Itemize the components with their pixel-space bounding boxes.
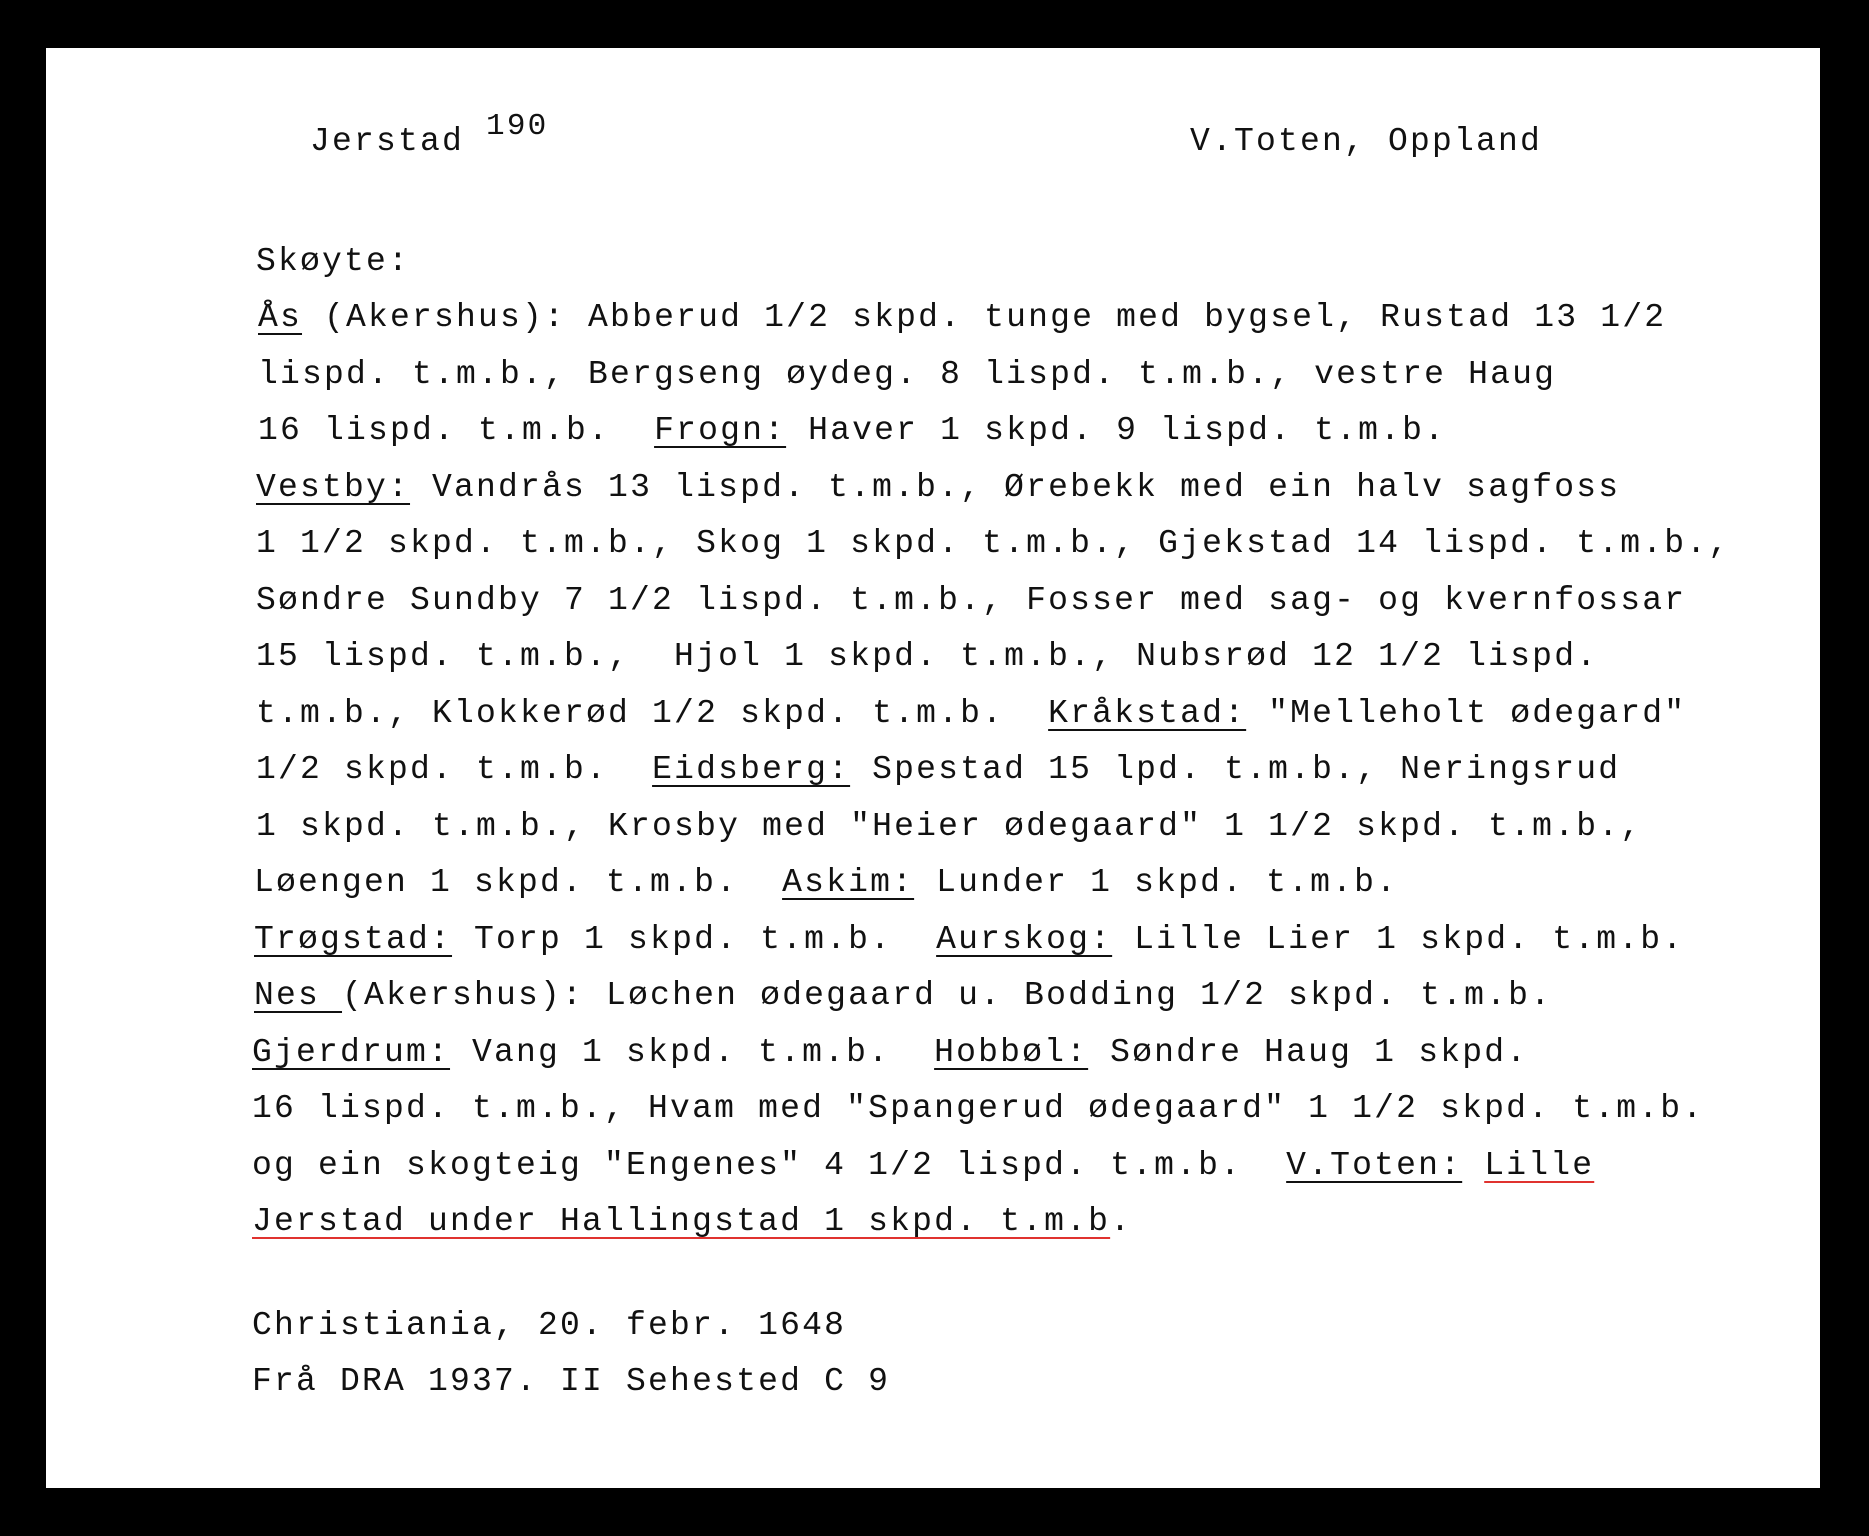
record-line [252,1146,1594,1186]
municipality-label: Trøgstad: [254,920,453,958]
record-text: Vang 1 skpd. t.m.b. [450,1033,935,1071]
record-text: Lunder 1 skpd. t.m.b. [914,864,1399,901]
record-text: 1 skpd. t.m.b., Krosby med "Heier ødegaard" 1 1/2 skpd. t.m.b., [256,807,1643,845]
record-text: Haver 1 skpd. 9 lispd. t.m.b. [786,412,1447,449]
record-text: Løengen 1 skpd. t.m.b. [254,864,783,901]
record-line [256,581,1686,621]
header-title-line [310,109,549,163]
record-line [258,355,1556,395]
municipality-label: Frogn: [654,412,787,449]
municipality-label: Gjerdrum: [252,1033,451,1071]
record-text: Torp 1 skpd. t.m.b. [452,920,937,958]
red-underlined-text: Lille [1484,1146,1595,1184]
record-line [254,976,1552,1016]
municipality-label: Vestby: [256,468,411,506]
record-text: Søndre Sundby 7 1/2 lispd. t.m.b., Fosser med sag- og kvernfossar [256,581,1687,619]
footer-source: Frå DRA 1937. II Sehested C 9 [252,1363,891,1400]
record-text [1462,1147,1484,1184]
record-line [256,468,1620,508]
record-line [256,524,1730,564]
municipality-label: Askim: [782,864,915,901]
record-line [256,637,1598,677]
record-text: 16 lispd. t.m.b. [258,412,655,449]
record-text: t.m.b., Klokkerød 1/2 skpd. t.m.b. [256,694,1049,732]
record-text: Spestad 15 lpd. t.m.b., Neringsrud [850,751,1621,788]
card-number: 190 [486,109,549,144]
record-line [256,694,1686,734]
record-text: Vandrås 13 lispd. t.m.b., Ørebekk med ein halv sagfoss [410,468,1621,506]
record-line [254,920,1684,960]
record-text: 16 lispd. t.m.b., Hvam med "Spangerud ødegaard" 1 1/2 skpd. t.m.b. [252,1090,1705,1127]
municipality-label: Eidsberg: [652,751,851,788]
record-text: 15 lispd. t.m.b., Hjol 1 skpd. t.m.b., Nubsrød 12 1/2 lispd. [256,638,1599,675]
record-line [254,863,1398,903]
municipality-label: Kråkstad: [1048,694,1247,732]
record-text: lispd. t.m.b., Bergseng øydeg. 8 lispd. t.m.b., vestre Haug [258,355,1557,393]
document-title: Jerstad [310,123,465,160]
record-line [256,807,1642,847]
municipality-label: Hobbøl: [934,1033,1089,1071]
record-line [252,1202,1132,1242]
record-text: . [1110,1203,1133,1240]
record-line [258,298,1666,338]
record-text: (Akershus): Abberud 1/2 skpd. tunge med bygsel, Rustad 13 1/2 [302,299,1667,336]
record-text: Lille Lier 1 skpd. t.m.b. [1112,920,1685,958]
document-card [46,48,1820,1488]
municipality-label: Aurskog: [936,920,1113,958]
record-line [256,750,1620,790]
record-line [258,411,1446,451]
record-text: og ein skogteig "Engenes" 4 1/2 lispd. t.m.b. [252,1146,1287,1184]
record-text: "Melleholt ødegard" [1246,694,1687,732]
record-text: 1/2 skpd. t.m.b. [256,751,653,788]
record-line [252,1089,1704,1129]
municipality-label: Nes [254,977,343,1014]
municipality-label: V.Toten: [1286,1146,1463,1184]
municipality-label: Ås [258,299,303,336]
record-line [252,1033,1528,1073]
record-text: Søndre Haug 1 skpd. [1088,1033,1529,1071]
record-text: 1 1/2 skpd. t.m.b., Skog 1 skpd. t.m.b., Gjekstad 14 lispd. t.m.b., [256,525,1731,562]
record-text: (Akershus): Løchen ødegaard u. Bodding 1/2 skpd. t.m.b. [342,977,1553,1014]
section-label: Skøyte: [256,243,411,280]
header-location: V.Toten, Oppland [1190,123,1543,160]
footer-place-date: Christiania, 20. febr. 1648 [252,1307,847,1344]
red-underlined-text: Jerstad under Hallingstad 1 skpd. t.m.b [252,1203,1111,1240]
